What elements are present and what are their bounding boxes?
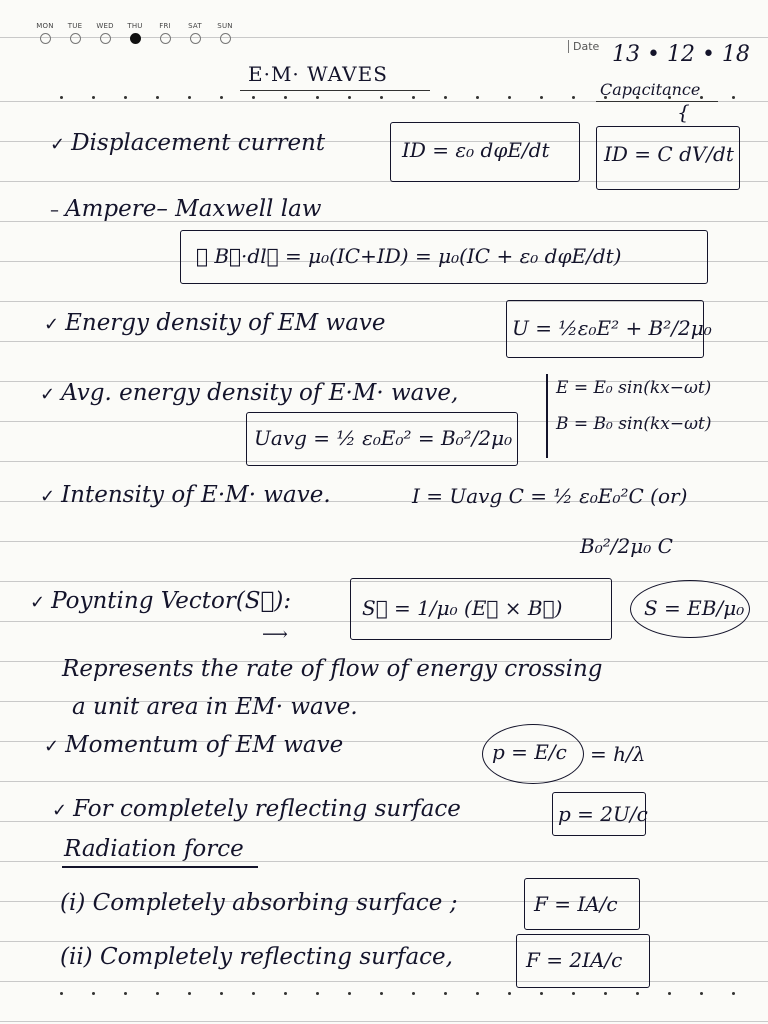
dot-mark <box>316 992 319 995</box>
dot-mark <box>540 96 543 99</box>
energy-density-eq: U = ½ε₀E² + B²/2μ₀ <box>512 316 712 340</box>
arrow-icon: ⟶ <box>262 624 288 645</box>
dot-mark <box>220 96 223 99</box>
poynting-text: Poynting Vector(S⃗): <box>51 588 292 614</box>
reflecting-label <box>52 796 461 822</box>
weekday-label: SAT <box>188 22 202 30</box>
dot-row-bottom <box>0 992 768 996</box>
weekday-circle <box>190 33 201 44</box>
weekday-sun <box>214 22 236 44</box>
dot-mark <box>412 992 415 995</box>
dot-mark <box>476 992 479 995</box>
energy-density-text: Energy density of EM wave <box>65 310 386 336</box>
avg-energy-label <box>40 380 458 406</box>
capacitance-eq: ID = C dV/dt <box>604 142 734 166</box>
weekday-circle <box>70 33 81 44</box>
dot-mark <box>732 96 735 99</box>
dot-mark <box>252 96 255 99</box>
date-value: 13 • 12 • 18 <box>612 42 750 67</box>
side-note-underline <box>596 101 718 102</box>
dot-mark <box>540 992 543 995</box>
dot-mark <box>412 96 415 99</box>
dot-mark <box>572 96 575 99</box>
dot-mark <box>124 96 127 99</box>
poynting-eq: S⃗ = 1/μ₀ (E⃗ × B⃗) <box>362 596 563 620</box>
weekday-fri <box>154 22 176 44</box>
dot-mark <box>508 992 511 995</box>
displacement-eq: ID = ε₀ dφE/dt <box>402 138 550 162</box>
momentum-text: Momentum of EM wave <box>65 732 344 758</box>
intensity-text: Intensity of E·M· wave. <box>61 482 331 508</box>
dot-mark <box>156 992 159 995</box>
weekday-circle <box>160 33 171 44</box>
weekday-label: FRI <box>159 22 171 30</box>
dot-mark <box>700 96 703 99</box>
represents-line1: Represents the rate of flow of energy crossing <box>62 656 603 682</box>
weekday-label: THU <box>127 22 143 30</box>
dot-mark <box>188 992 191 995</box>
weekday-selector <box>34 22 236 44</box>
weekday-thu <box>124 22 146 44</box>
dot-mark <box>316 96 319 99</box>
radiation-item-1: (i) Completely absorbing surface ; <box>60 890 458 916</box>
represents-line2: a unit area in EM· wave. <box>72 694 358 720</box>
avg-energy-text: Avg. energy density of E·M· wave, <box>61 380 459 406</box>
dot-mark <box>380 96 383 99</box>
radiation-heading-underline <box>62 866 258 868</box>
weekday-sat <box>184 22 206 44</box>
dot-mark <box>156 96 159 99</box>
dot-mark <box>252 992 255 995</box>
weekday-tue <box>64 22 86 44</box>
ampere-text: Ampere– Maxwell law <box>65 196 322 222</box>
dot-mark <box>444 96 447 99</box>
radiation-heading: Radiation force <box>64 836 244 862</box>
weekday-mon <box>34 22 56 44</box>
dot-mark <box>700 992 703 995</box>
weekday-circle <box>100 33 111 44</box>
brace-mark: { <box>677 100 690 124</box>
field-b-eq: B = B₀ sin(kx−ωt) <box>556 414 712 434</box>
intensity-eq: I = Uavg C = ½ ε₀E₀²C (or) <box>412 484 688 508</box>
page-title: E·M· WAVES <box>248 62 388 86</box>
weekday-circle <box>40 33 51 44</box>
momentum-eq-tail: = h/λ <box>590 742 646 766</box>
dot-mark <box>284 992 287 995</box>
intensity-label <box>40 482 331 508</box>
dot-mark <box>124 992 127 995</box>
energy-density-label <box>44 310 386 336</box>
displacement-label <box>50 130 325 156</box>
weekday-label: SUN <box>217 22 233 30</box>
dot-mark <box>60 96 63 99</box>
dot-mark <box>348 96 351 99</box>
field-e-eq: E = E₀ sin(kx−ωt) <box>556 378 712 398</box>
dot-mark <box>92 96 95 99</box>
reflecting-text: For completely reflecting surface <box>73 796 461 822</box>
date-label: Date <box>568 40 599 53</box>
check-icon: ✓ <box>40 486 56 507</box>
weekday-wed <box>94 22 116 44</box>
reflecting-eq: p = 2U/c <box>558 802 648 826</box>
poynting-circle-eq: S = EB/μ₀ <box>644 596 745 620</box>
ampere-label <box>50 196 321 222</box>
radiation-eq1: F = IA/c <box>534 892 618 916</box>
check-icon: ✓ <box>44 736 60 757</box>
weekday-label: TUE <box>67 22 83 30</box>
dot-mark <box>60 992 63 995</box>
dot-mark <box>380 992 383 995</box>
avg-energy-eq: Uavg = ½ ε₀E₀² = B₀²/2μ₀ <box>254 426 513 450</box>
momentum-eq: p = E/c <box>492 740 567 764</box>
dot-mark <box>188 96 191 99</box>
field-divider <box>546 374 548 458</box>
title-underline <box>240 90 430 91</box>
momentum-label <box>44 732 343 758</box>
dot-mark <box>636 992 639 995</box>
check-icon: ✓ <box>40 384 56 405</box>
displacement-text: Displacement current <box>71 130 326 156</box>
dot-mark <box>604 992 607 995</box>
dot-mark <box>668 992 671 995</box>
radiation-eq2: F = 2IA/c <box>526 948 623 972</box>
dot-mark <box>92 992 95 995</box>
poynting-label <box>30 588 291 614</box>
dot-mark <box>732 992 735 995</box>
intensity-eq-alt: B₀²/2μ₀ C <box>580 534 673 558</box>
ampere-eq: ∮ B⃗·dl⃗ = μ₀(IC+ID) = μ₀(IC + ε₀ dφE/dt) <box>196 244 622 268</box>
check-icon: ✓ <box>50 134 66 155</box>
check-icon: ✓ <box>44 314 60 335</box>
dot-mark <box>572 992 575 995</box>
weekday-label: WED <box>96 22 114 30</box>
dot-mark <box>444 992 447 995</box>
dash-icon: – <box>50 200 59 221</box>
dot-mark <box>476 96 479 99</box>
weekday-circle <box>220 33 231 44</box>
weekday-circle-selected <box>130 33 141 44</box>
dot-mark <box>284 96 287 99</box>
dot-mark <box>508 96 511 99</box>
weekday-label: MON <box>36 22 54 30</box>
side-note: Capacitance <box>600 80 701 99</box>
check-icon: ✓ <box>52 800 68 821</box>
radiation-item-2: (ii) Completely reflecting surface, <box>60 944 453 970</box>
check-icon: ✓ <box>30 592 46 613</box>
dot-mark <box>348 992 351 995</box>
dot-mark <box>220 992 223 995</box>
